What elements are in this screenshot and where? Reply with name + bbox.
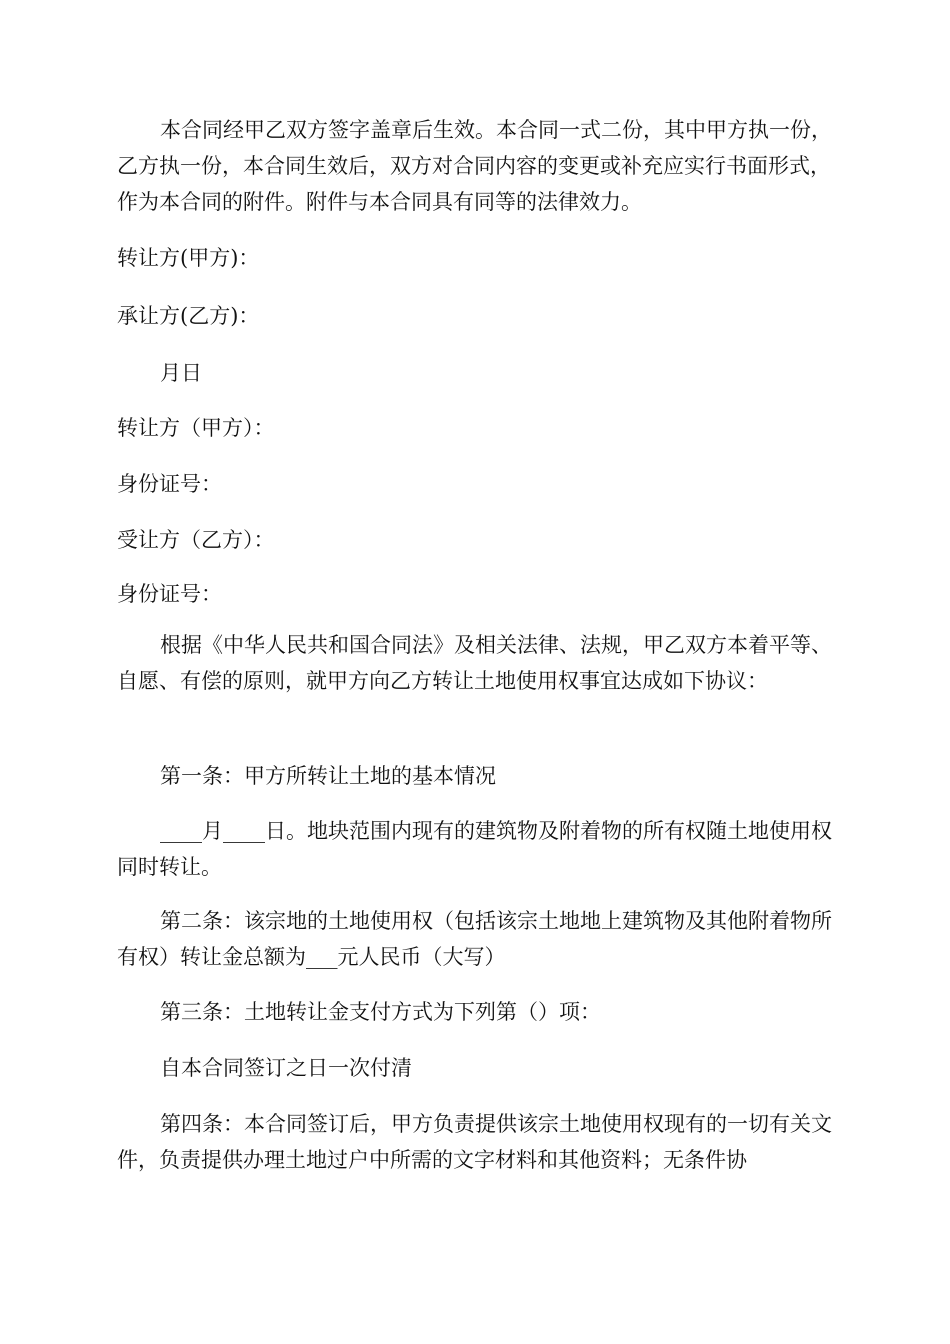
- paragraph-land-transfer-date: ____月____日。地块范围内现有的建筑物及附着物的所有权随土地使用权同时转让。: [117, 819, 832, 879]
- date-line: 月日: [160, 361, 202, 385]
- id-number-party-a: 身份证号：: [117, 472, 222, 496]
- transferee-party-b-label: 承让方(乙方)：: [117, 304, 260, 328]
- article-1-heading: 第一条：甲方所转让土地的基本情况: [160, 764, 496, 788]
- article-2-paragraph: 第二条：该宗地的土地使用权（包括该宗土地地上建筑物及其他附着物所有权）转让金总额为___元人民币（大写）: [117, 909, 832, 969]
- transferor-party-a-heading: 转让方（甲方）：: [117, 416, 275, 440]
- paragraph-agreement-basis: 根据《中华人民共和国合同法》及相关法律、法规，甲乙双方本着平等、自愿、有偿的原则，就甲方向乙方转让土地使用权事宜达成如下协议：: [117, 633, 832, 693]
- article-4-paragraph: 第四条：本合同签订后，甲方负责提供该宗土地使用权现有的一切有关文件，负责提供办理土地过户中所需的文字材料和其他资料；无条件协: [117, 1112, 832, 1172]
- transferee-party-b-heading: 受让方（乙方）：: [117, 528, 275, 552]
- id-number-party-b: 身份证号：: [117, 582, 222, 606]
- payment-option-line: 自本合同签订之日一次付清: [160, 1056, 412, 1080]
- paragraph-contract-effect: 本合同经甲乙双方签字盖章后生效。本合同一式二份，其中甲方执一份，乙方执一份，本合同生效后，双方对合同内容的变更或补充应实行书面形式，作为本合同的附件。附件与本合同具有同等的法律效力。: [117, 118, 832, 214]
- transferor-party-a-label: 转让方(甲方)：: [117, 246, 260, 270]
- article-3-heading: 第三条：土地转让金支付方式为下列第（）项：: [160, 1000, 601, 1024]
